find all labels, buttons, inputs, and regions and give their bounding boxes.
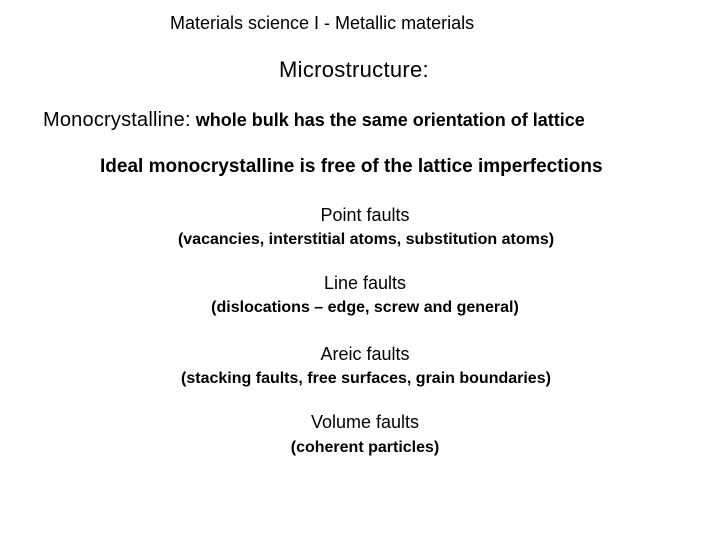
- ideal-monocrystalline-statement: Ideal monocrystalline is free of the lattice imperfections: [100, 156, 603, 177]
- fault-title-line: Line faults: [323, 273, 407, 293]
- monocrystalline-definition: whole bulk has the same orientation of lattice: [190, 110, 585, 130]
- fault-title-areic: Areic faults: [320, 344, 410, 364]
- fault-detail-areic: (stacking faults, free surfaces, grain boundaries): [181, 370, 551, 387]
- slide-title: Microstructure:: [279, 57, 429, 82]
- fault-title-point: Point faults: [320, 205, 410, 225]
- fault-detail-volume: (coherent particles): [290, 439, 440, 456]
- fault-detail-point: (vacancies, interstitial atoms, substitution atoms): [177, 231, 555, 248]
- fault-detail-line: (dislocations – edge, screw and general): [211, 299, 519, 316]
- monocrystalline-term: Monocrystalline:: [43, 109, 191, 131]
- monocrystalline-definition-line: [43, 110, 585, 130]
- course-title: Materials science I - Metallic materials: [170, 13, 475, 33]
- fault-title-volume: Volume faults: [310, 412, 420, 432]
